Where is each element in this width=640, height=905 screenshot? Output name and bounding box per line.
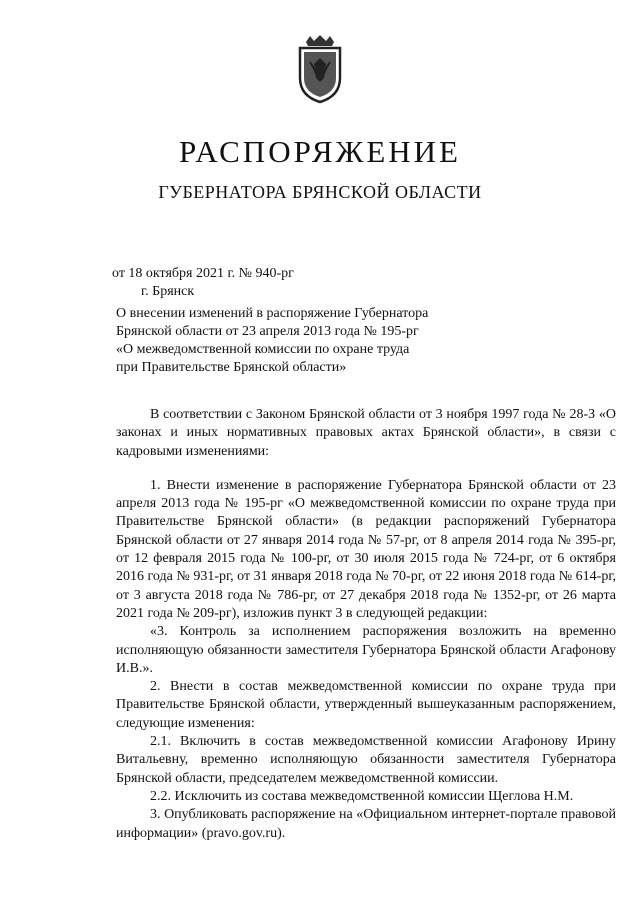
subject-line: О внесении изменений в распоряжение Губернатора <box>116 306 429 321</box>
subject-line: «О межведомственной комиссии по охране труда <box>116 342 410 357</box>
date-number: от 18 октября 2021 г. № 940-рг <box>112 266 294 281</box>
document-subject <box>116 305 436 377</box>
subject-line: при Правительстве Брянской области» <box>116 360 347 375</box>
item-1-quote-paragraph: «3. Контроль за исполнением распоряжения возложить на временно исполняющую обязанности заместителя Губернатора Брянской области Агафонову И.В.». <box>116 624 616 676</box>
subject-line: Брянской области от 23 апреля 2013 года № 195-рг <box>116 324 419 339</box>
preamble-paragraph: В соответствии с Законом Брянской области от 3 ноября 1997 года № 28-З «О законах и иных нормативных правовых актах Брянской области», в связи с кадровыми изменениями: <box>116 407 616 459</box>
document-subtitle: ГУБЕРНАТОРА БРЯНСКОЙ ОБЛАСТИ <box>158 182 482 202</box>
item-3-paragraph: 3. Опубликовать распоряжение на «Официальном интернет-портале правовой информации» (pravo.gov.ru). <box>116 807 616 841</box>
coat-of-arms-emblem <box>296 34 344 104</box>
item-2-paragraph: 2. Внести в состав межведомственной комиссии по охране труда при Правительстве Брянской области, утвержденный вышеуказанным распоряжением, следующие изменения: <box>116 679 616 731</box>
item-2-1-paragraph: 2.1. Включить в состав межведомственной комиссии Агафонову Ирину Витальевну, временно исполняющую обязанности заместителя Губернатора Брянской области, председателем межведомственной комиссии. <box>116 734 616 786</box>
item-2-2-paragraph: 2.2. Исключить из состава межведомственной комиссии Щеглова Н.М. <box>150 788 574 804</box>
document-title: РАСПОРЯЖЕНИЕ <box>179 134 461 169</box>
item-1-paragraph: 1. Внести изменение в распоряжение Губернатора Брянской области от 23 апреля 2013 года № 195-рг «О межведомственной комиссии по охране труда при Правительстве Брянской области» (в редакции распоряжений Губернатора Брянской области от 27 января 2014 года № 57-рг, от 8 апреля 2014 года № 395-рг, от 12 февраля 2015 года № 100-рг, от 30 июля 2015 года № 724-рг, от 6 октября 2016 года № 931-рг, от 31 января 2018 года № 70-рг, от 22 июня 2018 года № 614-рг, от 3 августа 2018 года № 786-рг, от 27 декабря 2018 года № 1352-рг, от 26 марта 2021 года № 209-рг), изложив пункт 3 в следующей редакции: <box>116 477 616 621</box>
document-body <box>116 406 616 843</box>
city: г. Брянск <box>141 284 195 299</box>
